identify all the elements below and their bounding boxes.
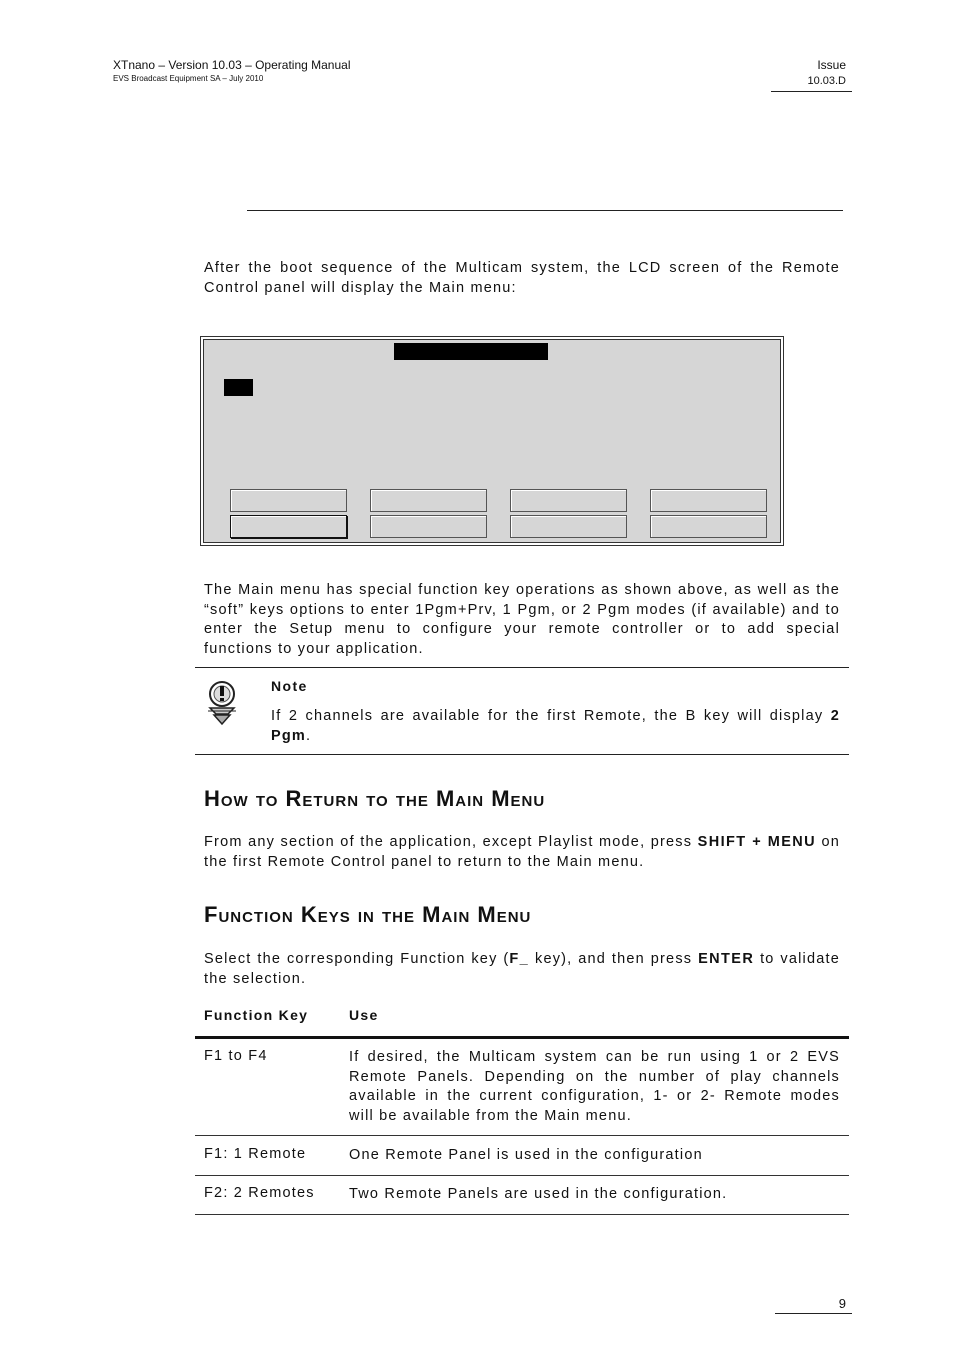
shift-menu-keys: SHIFT + MENU bbox=[697, 834, 817, 850]
lcd-function-key-f1 bbox=[230, 489, 347, 512]
document-title: XTnano – Version 10.03 – Operating Manual bbox=[113, 58, 351, 72]
note-icon bbox=[204, 678, 240, 726]
lcd-cursor bbox=[224, 379, 253, 396]
lcd-soft-key-d bbox=[650, 515, 767, 538]
lcd-title-bar bbox=[394, 343, 548, 360]
document-subtitle: EVS Broadcast Equipment SA – July 2010 bbox=[113, 74, 264, 83]
table-row-rule bbox=[195, 1135, 849, 1136]
table-header-use: Use bbox=[349, 1007, 379, 1023]
lcd-function-key-f2 bbox=[370, 489, 487, 512]
section-rule bbox=[247, 210, 843, 211]
lcd-function-key-f3 bbox=[510, 489, 627, 512]
table-cell-key: F1 to F4 bbox=[204, 1048, 268, 1064]
note-bottom-rule bbox=[195, 754, 849, 755]
lcd-soft-key-c bbox=[510, 515, 627, 538]
table-bottom-rule bbox=[195, 1214, 849, 1215]
note-top-rule bbox=[195, 667, 849, 668]
table-header-function-key: Function Key bbox=[204, 1007, 309, 1023]
table-row-rule bbox=[195, 1175, 849, 1176]
lcd-function-key-f4 bbox=[650, 489, 767, 512]
function-keys-paragraph: Select the corresponding Function key (F_ key), and then press ENTER to validate the selection. bbox=[204, 951, 840, 987]
note-emphasis: 2 Pgm bbox=[271, 708, 840, 744]
note-title: Note bbox=[271, 678, 308, 694]
main-menu-paragraph: The Main menu has special function key operations as shown above, as well as the “soft” keys options to enter 1Pgm+Prv, 1 Pgm, or 2 Pgm modes (if available) and to enter the Setup menu to configure your remote controller or to add special functions to your application. bbox=[204, 582, 840, 657]
header-rule bbox=[771, 91, 852, 92]
table-cell-key: F1: 1 Remote bbox=[204, 1146, 307, 1162]
table-header-rule bbox=[195, 1036, 849, 1039]
lcd-soft-key-a bbox=[230, 515, 347, 538]
heading-function-keys: Function Keys in the Main Menu bbox=[204, 902, 532, 927]
f-key-label: F_ bbox=[509, 951, 530, 967]
return-paragraph: From any section of the application, except Playlist mode, press SHIFT + MENU on the first Remote Control panel to return to the Main menu. bbox=[204, 834, 841, 870]
enter-key-label: ENTER bbox=[698, 951, 755, 967]
table-cell-use: Two Remote Panels are used in the configuration. bbox=[349, 1186, 728, 1202]
table-cell-key: F2: 2 Remotes bbox=[204, 1185, 315, 1201]
heading-return-main-menu: How to Return to the Main Menu bbox=[204, 786, 546, 811]
note-text: If 2 channels are available for the first Remote, the B key will display 2 Pgm. bbox=[271, 708, 840, 744]
table-cell-use: One Remote Panel is used in the configuration bbox=[349, 1147, 703, 1163]
lcd-soft-key-b bbox=[370, 515, 487, 538]
table-cell-use: If desired, the Multicam system can be run using 1 or 2 EVS Remote Panels. Depending on the number of play channels available in the current configuration, 1- or 2- Remote modes will be available from the Main menu. bbox=[349, 1049, 840, 1124]
issue-version: 10.03.D bbox=[807, 75, 846, 87]
page-number: 9 bbox=[838, 1296, 846, 1311]
issue-label: Issue bbox=[817, 58, 846, 72]
intro-paragraph: After the boot sequence of the Multicam system, the LCD screen of the Remote Control panel will display the Main menu: bbox=[204, 260, 840, 296]
footer-rule bbox=[775, 1313, 852, 1314]
